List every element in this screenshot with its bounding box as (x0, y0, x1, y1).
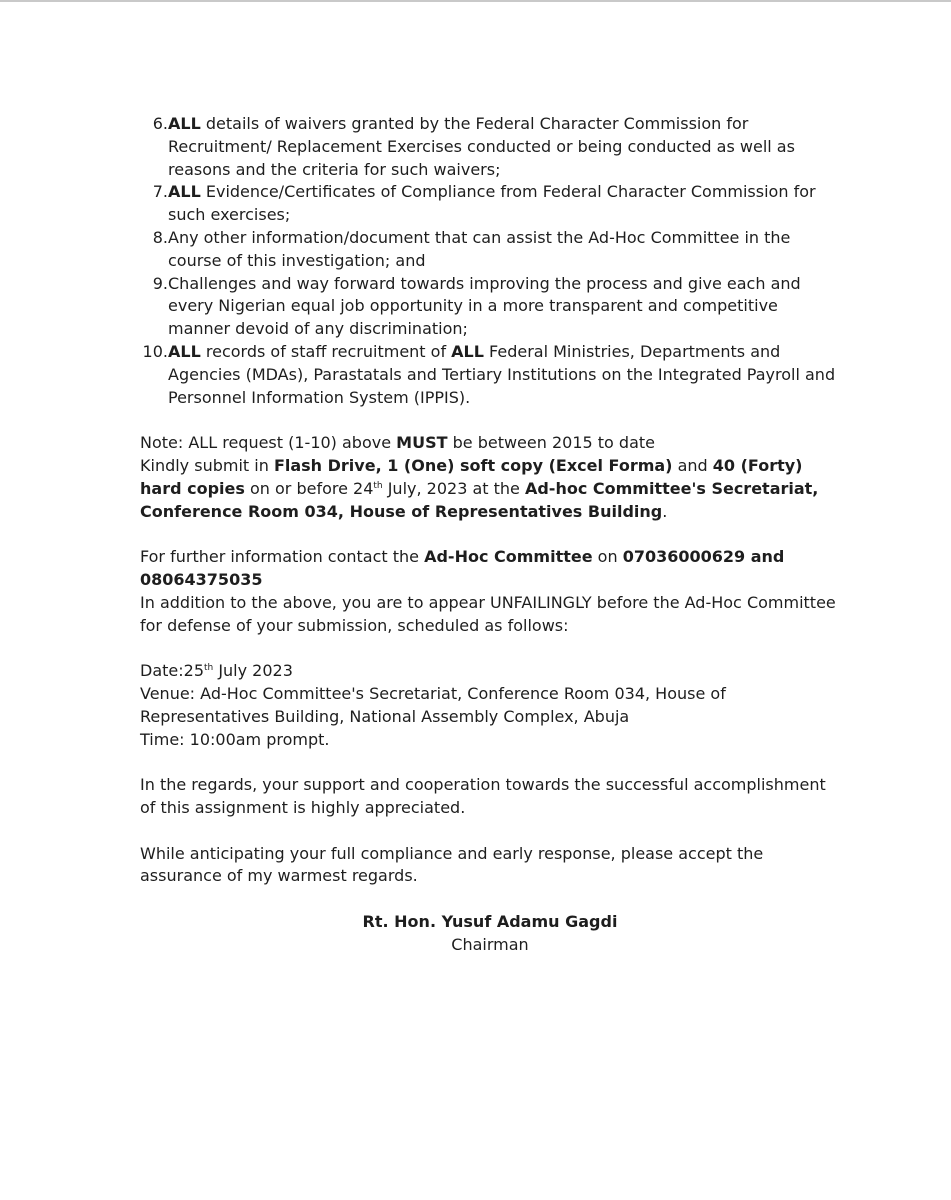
letter-body (140, 113, 840, 956)
list-item-text: Evidence/Certificates of Compliance from Federal Character Commission for such exercises; (168, 182, 816, 225)
closing-paragraph: While anticipating your full compliance and early response, please accept the assurance of my warmest regards. (140, 843, 764, 886)
regards-paragraph: In the regards, your support and cooperation towards the successful accomplishment of this assignment is highly appreciated. (140, 775, 826, 817)
list-item-text: records of staff recruitment of (200, 341, 452, 361)
list-item (142, 341, 840, 409)
list-item-text: Challenges and way forward towards improving the process and give each and every Nigerian equal job opportunity in a more transparent and competitive manner devoid of any discrimination; (168, 273, 801, 339)
list-item (152, 227, 840, 273)
top-edge-rule (0, 0, 951, 2)
list-item-text: Any other information/document that can assist the Ad-Hoc Committee in the course of this investigation; and (168, 227, 791, 270)
schedule-time: Time: 10:00am prompt. (140, 729, 330, 749)
signatory-name: Rt. Hon. Yusuf Adamu Gagdi (362, 911, 618, 931)
request-list (140, 113, 840, 409)
list-item-text: details of waivers granted by the Federal Character Commission for Recruitment/ Replacement Exercises conducted or being conducted as well as reasons and the criteria for such waivers; (168, 114, 795, 179)
list-item (152, 273, 840, 341)
list-item (152, 181, 840, 227)
emphasis-all: ALL (168, 341, 201, 361)
list-item-text: Federal Ministries, Departments and Agencies (MDAs), Parastatals and Tertiary Institutions on the Integrated Payroll and Personnel Information System (IPPIS). (168, 341, 836, 407)
schedule-date: Date:25 (140, 661, 204, 681)
schedule-block: Date:25th July 2023 Venue: Ad-Hoc Committee's Secretariat, Conference Room 034, House of Representatives Building, National Assembly Complex, Abuja Time: 10:00am prompt. (140, 661, 726, 749)
emphasis-all: ALL (168, 182, 201, 202)
signature-block (140, 911, 840, 957)
list-item-number: 7. (152, 182, 168, 202)
contact-phone-numbers: 07036000629 and 08064375035 (140, 547, 785, 589)
contact-paragraph: For further information contact the Ad-Hoc Committee on 07036000629 and 08064375035 In addition to the above, you are to appear UNFAILINGLY before the Ad-Hoc Committee for defense of your submission, scheduled as follows: (140, 547, 836, 635)
appearance-notice: In addition to the above, you are to appear UNFAILINGLY before the Ad-Hoc Committee for defense of your submission, scheduled as follows: (140, 592, 836, 635)
note-paragraph: Note: ALL request (1-10) above MUST be between 2015 to date Kindly submit in Flash Drive, 1 (One) soft copy (Excel Forma) and 40 (Forty) hard copies on or before 24th July, 2023 at the Ad-hoc Committee's Secretariat, Conference Room 034, House of Representatives Building. (140, 433, 819, 521)
signatory-title: Chairman (451, 934, 529, 954)
list-item (152, 113, 840, 181)
schedule-venue: Venue: Ad-Hoc Committee's Secretariat, Conference Room 034, House of Representatives Building, National Assembly Complex, Abuja (140, 683, 726, 726)
list-item-number: 8. (152, 227, 168, 247)
list-item-number: 9. (152, 273, 168, 293)
emphasis-all: ALL (168, 114, 201, 133)
emphasis-all: ALL (451, 341, 484, 361)
list-item-number: 6. (152, 114, 168, 133)
list-item-number: 10. (142, 341, 168, 361)
